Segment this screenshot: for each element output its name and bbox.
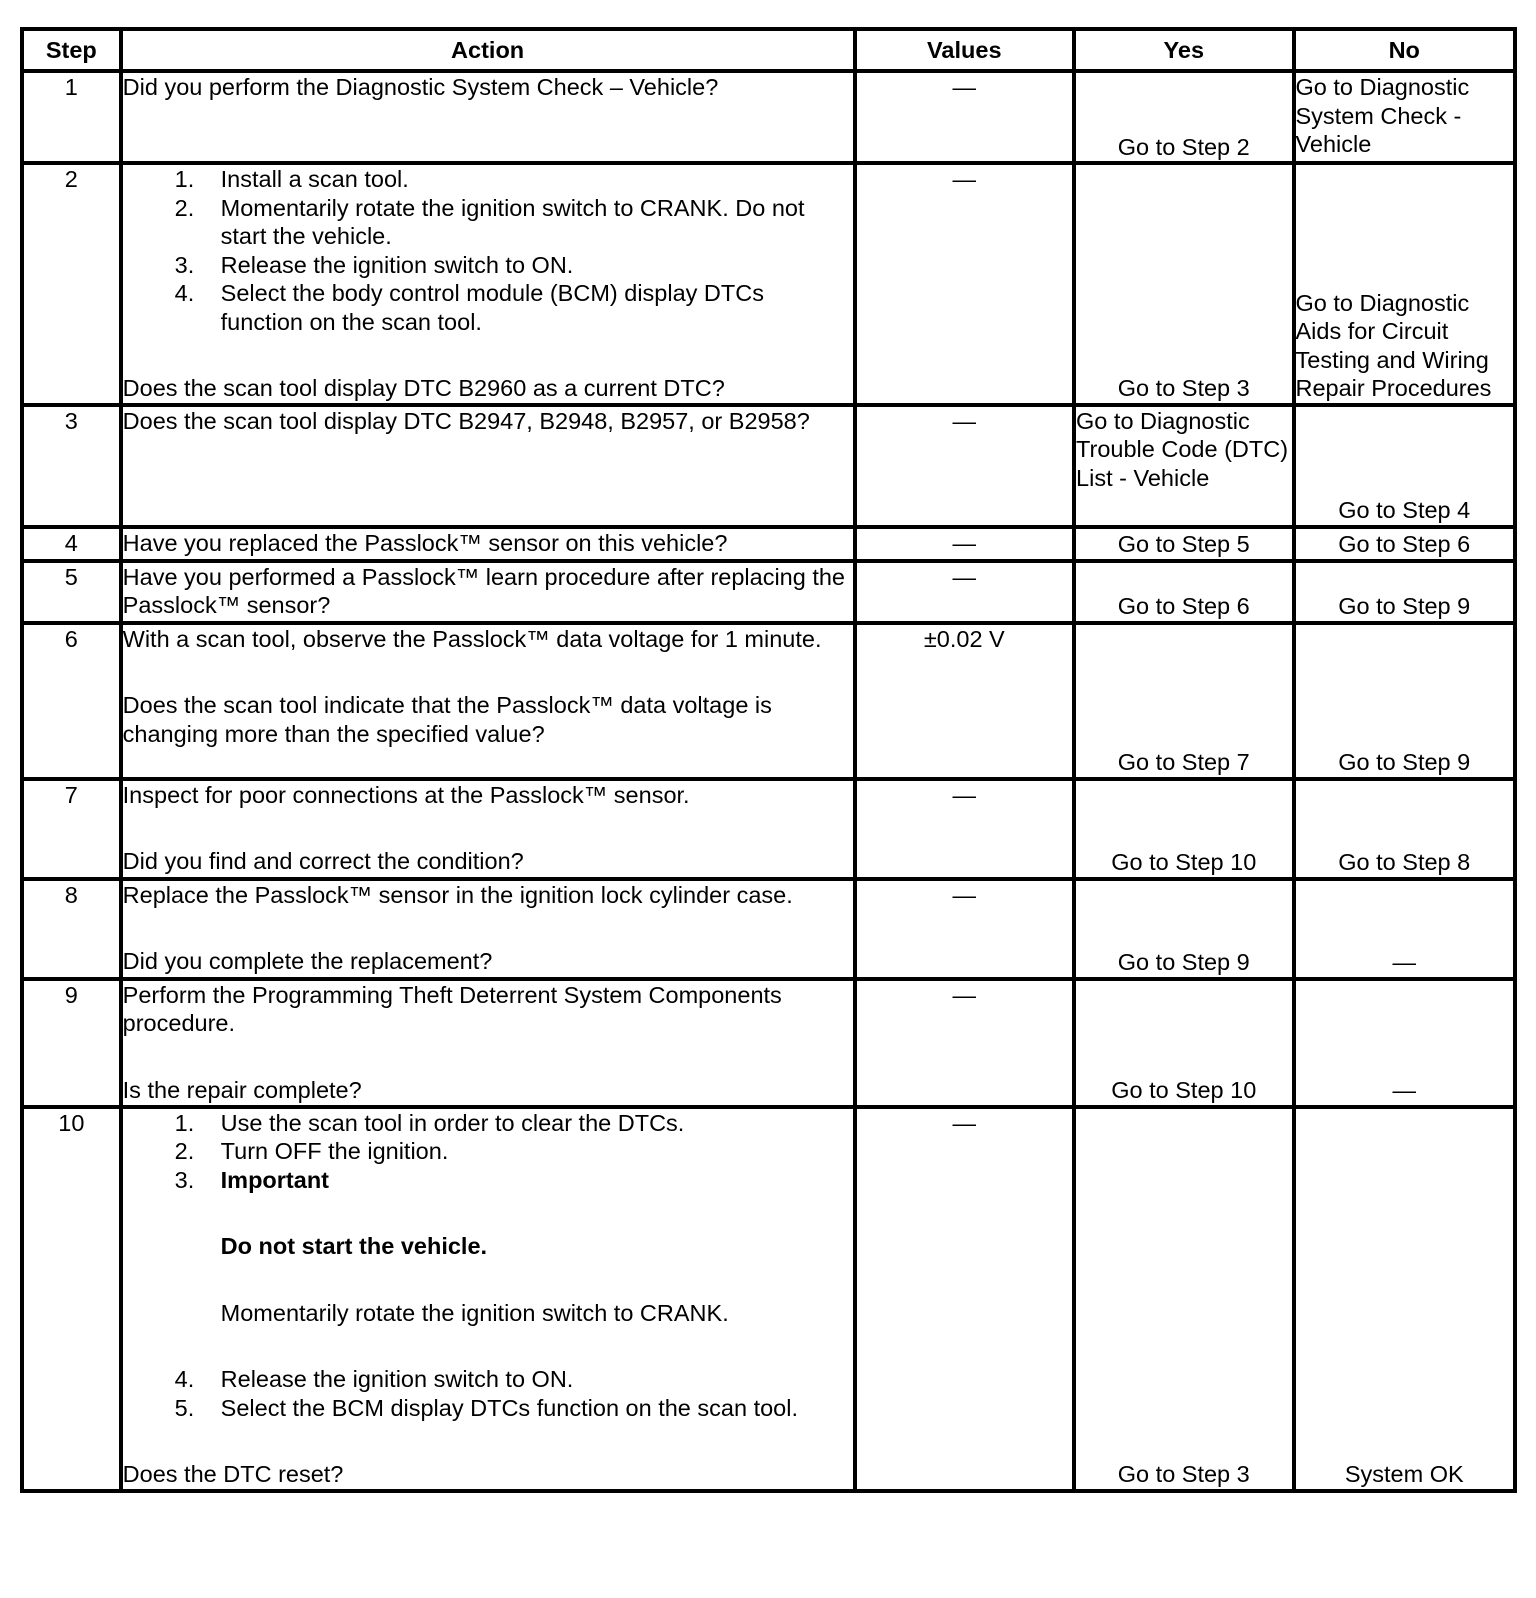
action-cell [121, 779, 855, 879]
table-row [22, 405, 1515, 527]
action-step-item: 1. Use the scan tool in order to clear the DTCs. [174, 1109, 685, 1136]
values-cell: — [855, 561, 1074, 623]
no-text: — [1392, 1077, 1416, 1103]
yes-cell [1074, 71, 1293, 163]
action-steps [123, 165, 853, 336]
values-cell: — [855, 527, 1074, 561]
table-row [22, 623, 1515, 779]
action-question: Is the repair complete? [122, 1076, 362, 1103]
values-cell: ±0.02 V [855, 623, 1074, 779]
action-question: Does the DTC reset? [122, 1461, 344, 1487]
table-row [22, 163, 1515, 405]
values-cell: — [855, 879, 1074, 979]
no-text: Go to Step 4 [1338, 497, 1471, 523]
no-cell [1294, 527, 1516, 561]
table-row [22, 561, 1515, 623]
values-cell: — [855, 1107, 1074, 1491]
action-question: Does the scan tool indicate that the Passlock™ data voltage is changing more than the specified value? [122, 692, 772, 747]
action-instruction: Perform the Programming Theft Deterrent System Components procedure. [122, 981, 782, 1036]
no-cell [1294, 1107, 1516, 1491]
no-text: Go to Diagnostic Aids for Circuit Testing and Wiring Repair Procedures [1295, 289, 1492, 401]
values-cell: — [855, 405, 1074, 527]
step-number: 3 [22, 405, 121, 527]
values-cell: — [855, 779, 1074, 879]
action-instruction: Inspect for poor connections at the Passlock™ sensor. [122, 781, 690, 808]
yes-cell [1074, 1107, 1293, 1491]
action-cell [121, 1107, 855, 1491]
yes-cell [1074, 879, 1293, 979]
header-no: No [1294, 29, 1516, 71]
step-number: 2 [22, 163, 121, 405]
no-cell [1294, 405, 1516, 527]
no-text: Go to Step 6 [1338, 531, 1471, 557]
no-text: System OK [1344, 1461, 1464, 1487]
diagnostic-table [20, 27, 1517, 1493]
action-cell [121, 405, 855, 527]
action-cell [121, 879, 855, 979]
no-cell [1294, 561, 1516, 623]
step-number: 10 [22, 1107, 121, 1491]
values-cell: — [855, 163, 1074, 405]
no-text: — [1392, 949, 1416, 975]
yes-text: Go to Step 5 [1117, 531, 1250, 557]
action-step-item: 4. Release the ignition switch to ON. [174, 1366, 574, 1392]
action-question: Did you find and correct the condition? [122, 848, 524, 874]
no-cell [1294, 879, 1516, 979]
action-step-item: 5. Select the BCM display DTCs function on the scan tool. [174, 1394, 798, 1421]
yes-cell [1074, 779, 1293, 879]
action-question: Does the scan tool display DTC B2947, B2948, B2957, or B2958? [122, 407, 810, 434]
no-cell [1294, 623, 1516, 779]
table-row [22, 527, 1515, 561]
header-action: Action [121, 29, 855, 71]
values-cell: — [855, 979, 1074, 1107]
yes-cell [1074, 163, 1293, 405]
yes-text: Go to Step 9 [1117, 949, 1250, 975]
values-cell: — [855, 71, 1074, 163]
no-cell [1294, 71, 1516, 163]
step-number: 6 [22, 623, 121, 779]
action-step-item: 2. Momentarily rotate the ignition switch to CRANK. Do not start the vehicle. [174, 194, 805, 249]
yes-cell [1074, 405, 1293, 527]
table-row [22, 779, 1515, 879]
action-cell [121, 623, 855, 779]
step-number: 7 [22, 779, 121, 879]
no-cell [1294, 779, 1516, 879]
yes-text: Go to Step 2 [1117, 133, 1250, 160]
action-instruction: Replace the Passlock™ sensor in the ignition lock cylinder case. [122, 881, 793, 908]
step-number: 8 [22, 879, 121, 979]
action-cell [121, 527, 855, 561]
action-step-item: 1. Install a scan tool. [174, 166, 409, 192]
step-number: 9 [22, 979, 121, 1107]
action-step-item: 3. Important Do not start the vehicle. Momentarily rotate the ignition switch to CRANK. [175, 1166, 853, 1328]
step-number: 5 [22, 561, 121, 623]
action-instruction: With a scan tool, observe the Passlock™ data voltage for 1 minute. [122, 625, 822, 652]
action-steps [123, 1109, 853, 1423]
action-step-item: 4. Select the body control module (BCM) display DTCs function on the scan tool. [174, 280, 764, 335]
table-row [22, 979, 1515, 1107]
header-values: Values [855, 29, 1074, 71]
action-question: Have you performed a Passlock™ learn procedure after replacing the Passlock™ sensor? [122, 563, 846, 618]
table-row [22, 71, 1515, 163]
no-cell [1294, 979, 1516, 1107]
action-question: Did you complete the replacement? [122, 948, 493, 974]
action-cell [121, 979, 855, 1107]
yes-text: Go to Step 6 [1117, 593, 1250, 619]
yes-text: Go to Step 10 [1111, 1077, 1257, 1103]
yes-text: Go to Step 7 [1117, 749, 1250, 775]
yes-cell [1074, 527, 1293, 561]
action-step-item: 2. Turn OFF the ignition. [174, 1138, 449, 1164]
yes-text: Go to Diagnostic Trouble Code (DTC) List - Vehicle [1076, 407, 1289, 491]
no-text: Go to Step 9 [1338, 593, 1471, 619]
yes-cell [1074, 623, 1293, 779]
header-yes: Yes [1074, 29, 1293, 71]
yes-text: Go to Step 3 [1117, 1461, 1250, 1487]
header-row [22, 29, 1515, 71]
action-question: Did you perform the Diagnostic System Check – Vehicle? [122, 74, 719, 100]
step-number: 1 [22, 71, 121, 163]
no-text: Go to Step 9 [1338, 749, 1471, 775]
step-number: 4 [22, 527, 121, 561]
action-step-item: 3. Release the ignition switch to ON. [174, 251, 574, 278]
no-text: Go to Diagnostic System Check - Vehicle [1295, 74, 1470, 157]
important-label: Important [220, 1166, 330, 1193]
header-step: Step [22, 29, 121, 71]
yes-cell [1074, 561, 1293, 623]
yes-text: Go to Step 3 [1117, 375, 1250, 401]
table-row [22, 879, 1515, 979]
action-cell [121, 561, 855, 623]
action-cell [121, 71, 855, 163]
action-question: Does the scan tool display DTC B2960 as a current DTC? [122, 375, 725, 401]
important-text: Momentarily rotate the ignition switch to CRANK. [220, 1299, 729, 1326]
no-text: Go to Step 8 [1338, 849, 1471, 875]
yes-cell [1074, 979, 1293, 1107]
no-cell [1294, 163, 1516, 405]
action-cell [121, 163, 855, 405]
table-row [22, 1107, 1515, 1491]
yes-text: Go to Step 10 [1111, 849, 1257, 875]
important-warning: Do not start the vehicle. [220, 1233, 488, 1259]
action-question: Have you replaced the Passlock™ sensor on this vehicle? [122, 529, 728, 556]
